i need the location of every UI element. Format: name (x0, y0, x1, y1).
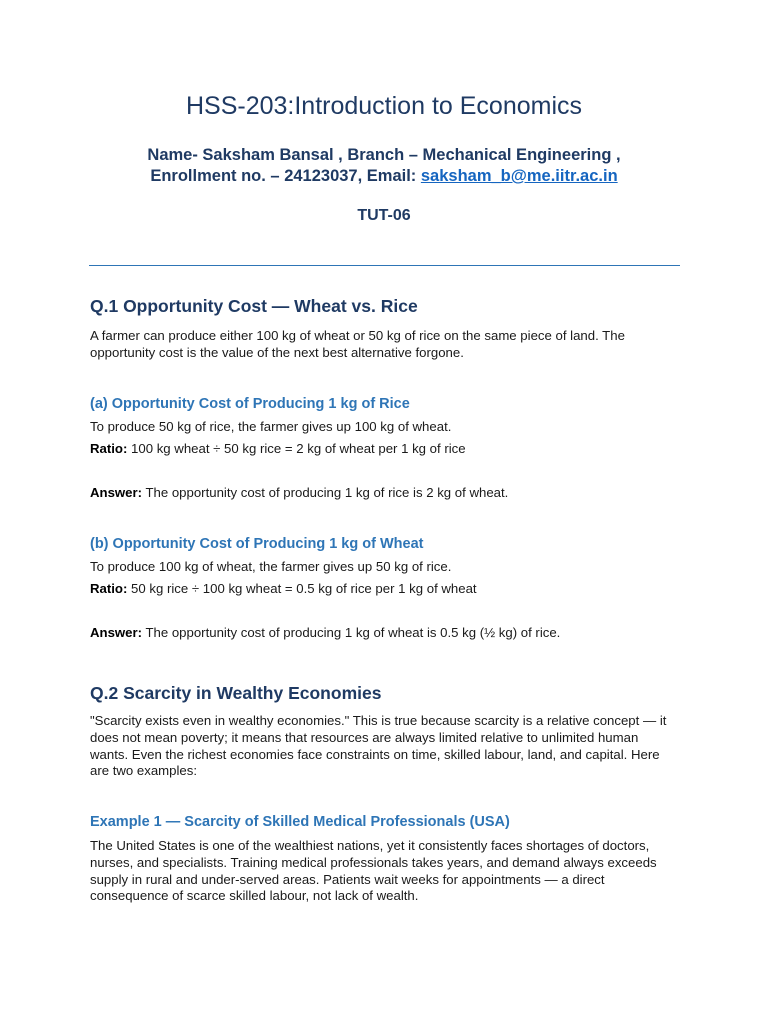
q2-intro: "Scarcity exists even in wealthy economies." This is true because scarcity is a relative concept — it does not mean poverty; it means that resources are always limited relative to unlimited human wants. Even the richest economies face constraints on time, skilled labour, land, and capital. Here are two examples: (90, 713, 667, 779)
student-enrollment-email (0, 166, 768, 187)
example1-heading: Example 1 — Scarcity of Skilled Medical Professionals (USA) (90, 814, 510, 830)
answer-text: The opportunity cost of producing 1 kg of rice is 2 kg of wheat. (142, 485, 509, 500)
ratio-text: 50 kg rice ÷ 100 kg wheat = 0.5 kg of rice per 1 kg of wheat (127, 581, 477, 596)
example1-text: The United States is one of the wealthiest nations, yet it consistently faces shortages of doctors, nurses, and specialists. Training medical professionals takes years, and demand always exceeds supply in rural and under-served areas. Patients wait weeks for appointments — a direct consequence of scarce skilled labour, not lack of wealth. (90, 838, 657, 904)
q1a-line: To produce 50 kg of rice, the farmer gives up 100 kg of wheat. (90, 419, 452, 434)
q1b-ratio (90, 581, 690, 598)
q1a-answer (90, 485, 690, 502)
q1a-ratio (90, 441, 690, 458)
enrollment-text: Enrollment no. – 24123037, Email: (150, 167, 421, 185)
ratio-text: 100 kg wheat ÷ 50 kg rice = 2 kg of wheat per 1 kg of rice (127, 441, 466, 456)
q2-heading: Q.2 Scarcity in Wealthy Economies (90, 683, 382, 703)
q1-heading: Q.1 Opportunity Cost — Wheat vs. Rice (90, 296, 418, 316)
answer-text: The opportunity cost of producing 1 kg of wheat is 0.5 kg (½ kg) of rice. (142, 625, 561, 640)
section-divider (89, 265, 680, 266)
email-link[interactable]: saksham_b@me.iitr.ac.in (420, 167, 618, 185)
q1-intro: A farmer can produce either 100 kg of wheat or 50 kg of rice on the same piece of land. The opportunity cost is the value of the next best alternative forgone. (90, 328, 625, 360)
student-info (0, 145, 768, 187)
q1a-heading: (a) Opportunity Cost of Producing 1 kg of Rice (90, 396, 410, 412)
document-title: HSS-203:Introduction to Economics (185, 92, 583, 120)
ratio-label: Ratio: (90, 441, 128, 456)
q1b-line: To produce 100 kg of wheat, the farmer gives up 50 kg of rice. (90, 559, 452, 574)
q1b-answer (90, 625, 690, 642)
ratio-label: Ratio: (90, 581, 128, 596)
answer-label: Answer: (90, 625, 143, 640)
q1b-heading: (b) Opportunity Cost of Producing 1 kg of Wheat (90, 536, 424, 552)
student-name-branch: Name- Saksham Bansal , Branch – Mechanical Engineering , (147, 146, 621, 164)
tutorial-number: TUT-06 (357, 207, 411, 224)
answer-label: Answer: (90, 485, 143, 500)
